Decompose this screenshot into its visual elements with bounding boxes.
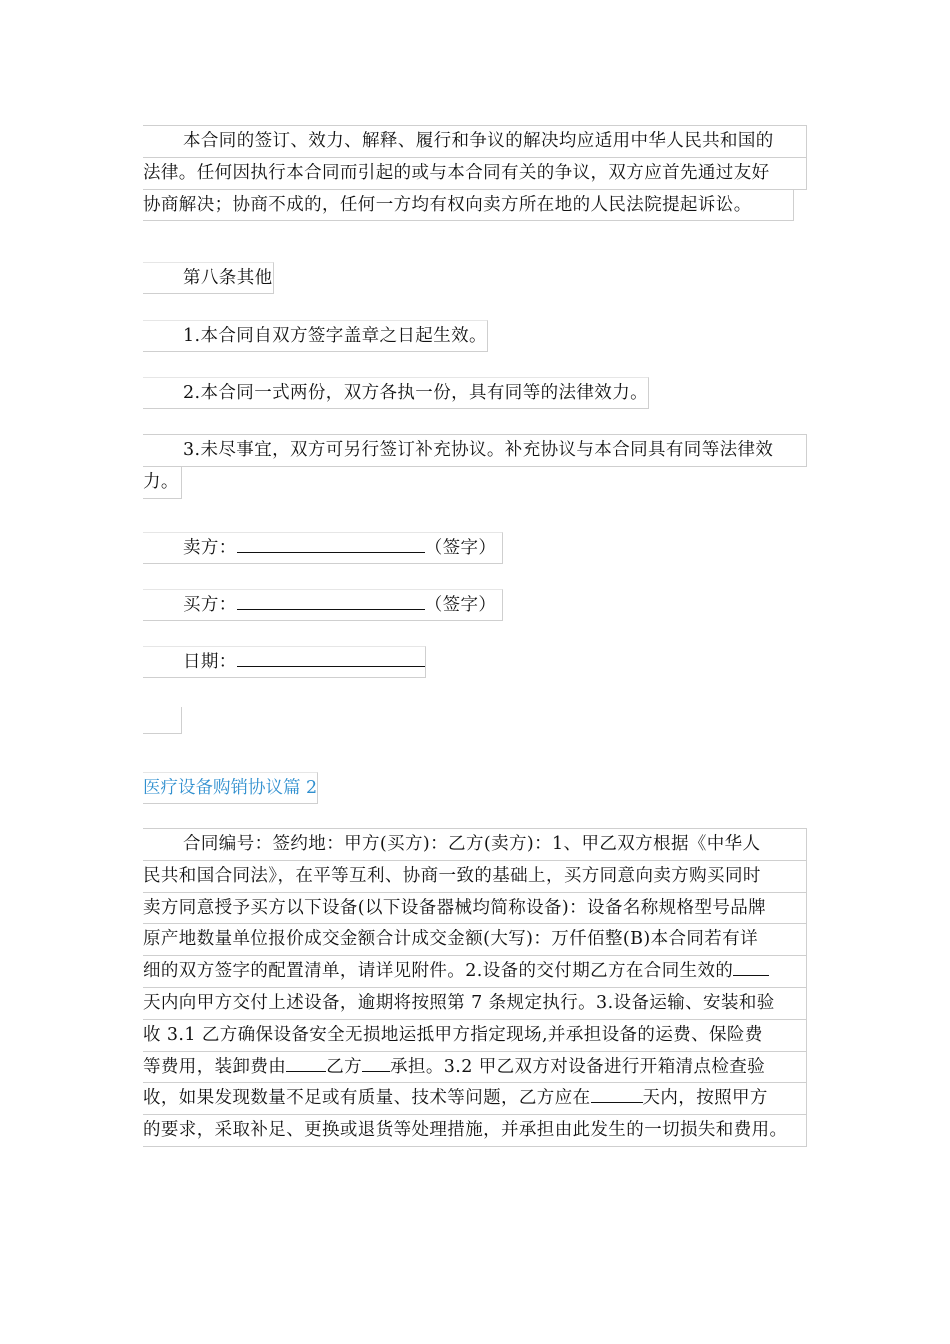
sign-note: （签字） — [424, 595, 497, 615]
paragraph-line: 原产地数量单位报价成交金额合计成交金额(大写)：万仟佰整(B)本合同若有详 — [143, 924, 807, 956]
line-text: 乙方 — [326, 1056, 363, 1077]
paragraph-line: 协商解决；协商不成的，任何一方均有权向卖方所在地的人民法院提起诉讼。 — [143, 190, 794, 222]
paragraph-line — [143, 1052, 807, 1084]
item-3 — [143, 434, 807, 499]
paragraph-line — [143, 1083, 807, 1115]
paragraph-line: 3.未尽事宜，双方可另行签订补充协议。补充协议与本合同具有同等法律效 — [143, 434, 807, 467]
fill-blank — [362, 1055, 390, 1072]
paragraph-line: 的要求，采取补足、更换或退货等处理措施，并承担由此发生的一切损失和费用。 — [143, 1115, 807, 1147]
fill-blank — [591, 1086, 643, 1103]
line-text: 等费用，装卸费由 — [143, 1056, 287, 1077]
contract-body-paragraph — [143, 828, 807, 1147]
buyer-signature-line — [143, 589, 503, 621]
article-8-title: 第八条其他 — [143, 262, 274, 294]
paragraph-line — [143, 956, 807, 988]
item-1: 1.本合同自双方签字盖章之日起生效。 — [143, 320, 488, 352]
seller-signature-line — [143, 532, 503, 564]
governing-law-paragraph — [143, 125, 807, 221]
paragraph-line: 力。 — [143, 467, 182, 499]
line-text: 细的双方签字的配置清单，请详见附件。2.设备的交付期乙方在合同生效的 — [143, 961, 734, 982]
date-blank — [237, 650, 425, 667]
fill-blank — [733, 959, 769, 976]
sign-note: （签字） — [424, 538, 497, 558]
empty-paragraph — [143, 707, 182, 734]
buyer-blank — [237, 593, 425, 610]
date-label: 日期： — [183, 652, 237, 672]
paragraph-line: 收 3.1 乙方确保设备安全无损地运抵甲方指定现场,并承担设备的运费、保险费 — [143, 1020, 807, 1052]
paragraph-line: 法律。任何因执行本合同而引起的或与本合同有关的争议，双方应首先通过友好 — [143, 158, 807, 190]
paragraph-line: 天内向甲方交付上述设备，逾期将按照第 7 条规定执行。3.设备运输、安装和验 — [143, 988, 807, 1020]
line-text: 收，如果发现数量不足或有质量、技术等问题，乙方应在 — [143, 1088, 591, 1109]
buyer-label: 买方： — [183, 595, 237, 615]
item-2: 2.本合同一式两份，双方各执一份，具有同等的法律效力。 — [143, 377, 649, 409]
line-text: 承担。3.2 甲乙双方对设备进行开箱清点检查验 — [390, 1056, 766, 1077]
fill-blank — [286, 1055, 326, 1072]
seller-blank — [237, 536, 425, 553]
paragraph-line: 合同编号：签约地：甲方(买方)：乙方(卖方)：1、甲乙双方根据《中华人 — [143, 828, 807, 861]
seller-label: 卖方： — [183, 538, 237, 558]
paragraph-line: 本合同的签订、效力、解释、履行和争议的解决均应适用中华人民共和国的 — [143, 125, 807, 158]
paragraph-line: 卖方同意授予买方以下设备(以下设备器械均简称设备)：设备名称规格型号品牌 — [143, 893, 807, 925]
line-text: 天内，按照甲方 — [642, 1088, 768, 1109]
date-line — [143, 646, 426, 678]
paragraph-line: 民共和国合同法》，在平等互利、协商一致的基础上，买方同意向卖方购买同时 — [143, 861, 807, 893]
section-heading: 医疗设备购销协议篇 2 — [143, 772, 318, 804]
